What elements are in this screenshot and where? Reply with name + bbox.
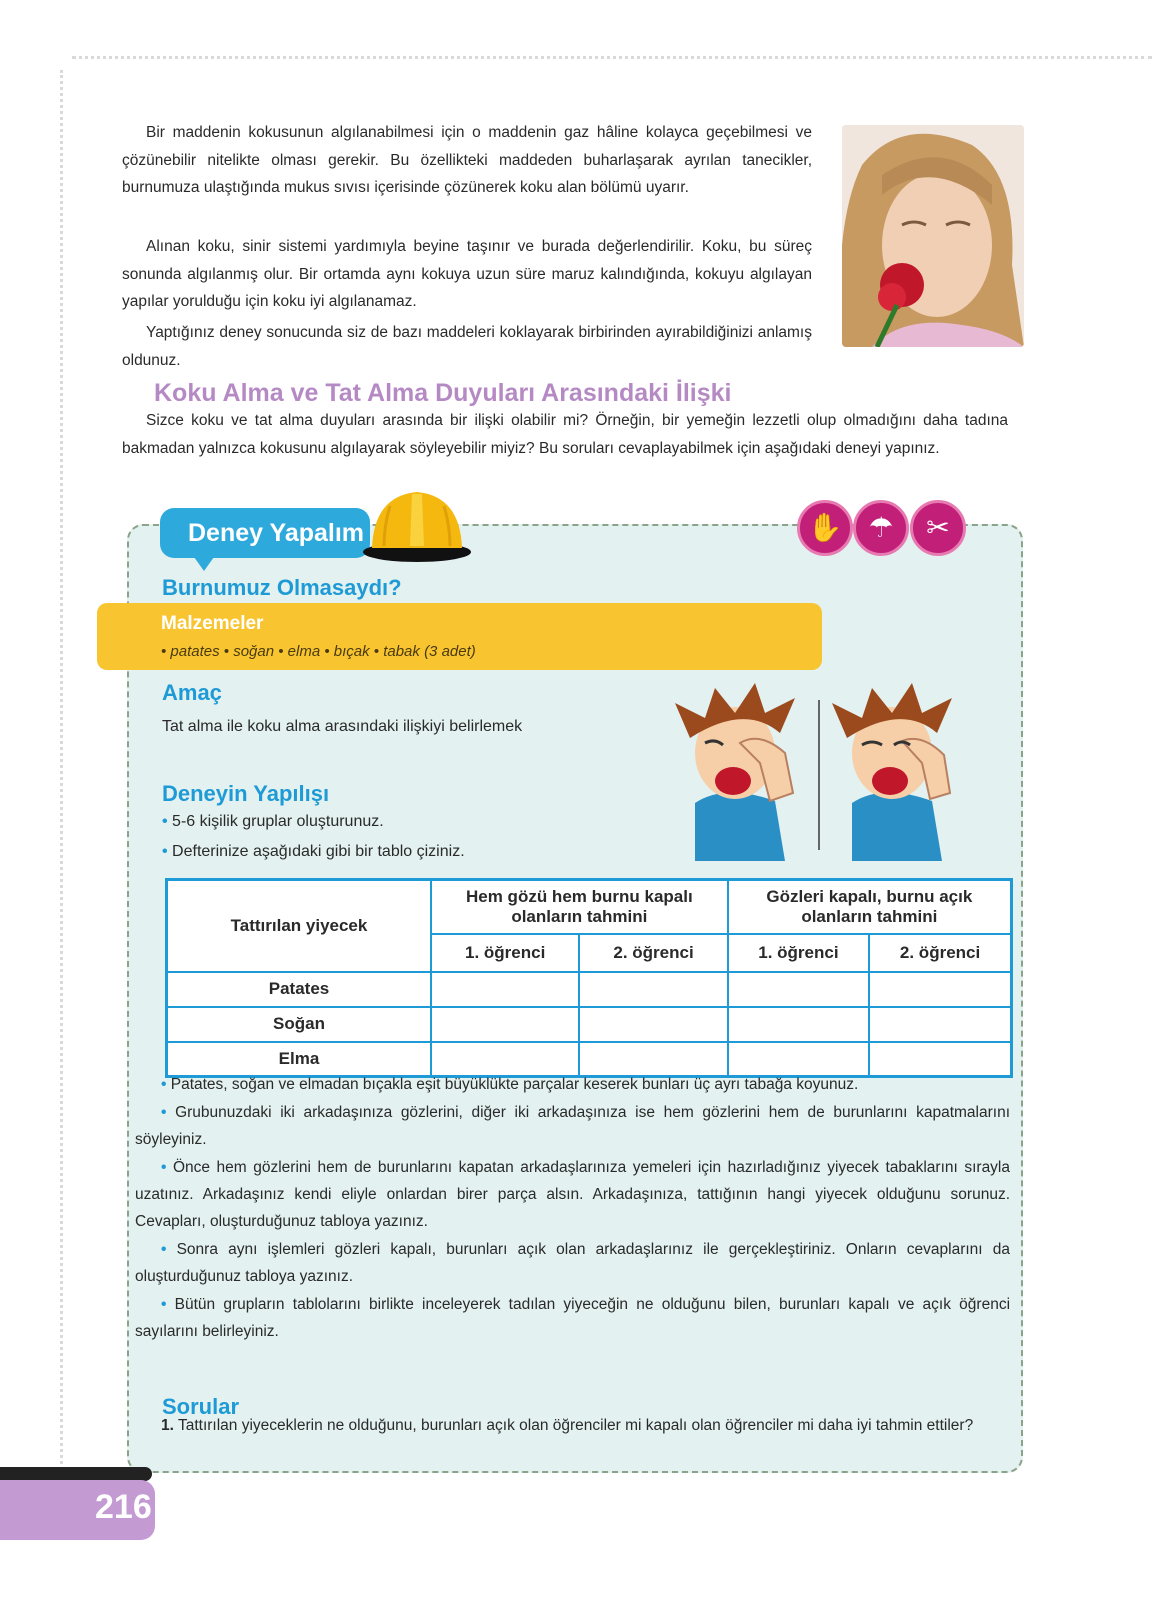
hand-wash-icon: ☂ — [853, 500, 909, 556]
table-header-student-1: 1. öğrenci — [728, 934, 869, 972]
procedure-label: Deneyin Yapılışı — [162, 781, 330, 806]
page-number-bar — [0, 1467, 152, 1481]
hard-hat-icon — [362, 486, 472, 564]
illustration-divider — [818, 700, 820, 850]
scissors-icon: ✂ — [910, 500, 966, 556]
page-border-left — [60, 70, 63, 1500]
table-row — [167, 1007, 1012, 1042]
table-cell[interactable] — [728, 1007, 869, 1042]
aim-text: Tat alma ile koku alma arasındaki ilişkiyi belirlemek — [162, 718, 523, 735]
experiment-title: Burnumuz Olmasaydı? — [162, 575, 402, 600]
table-header-group-2: Gözleri kapalı, burnu açık olanların tahmini — [728, 880, 1012, 934]
question-1: 1. Tattırılan yiyeceklerin ne olduğunu, burunları açık olan öğrenciler mi kapalı olan öğrenciler mi daha iyi tahmin ettiler? — [161, 1417, 974, 1434]
materials-panel — [97, 603, 822, 670]
section-heading: Koku Alma ve Tat Alma Duyuları Arasındaki İlişki — [154, 379, 732, 407]
glove-icon: ✋ — [797, 500, 853, 556]
step-1: • 5-6 kişilik gruplar oluşturunuz. — [162, 813, 384, 830]
table-cell[interactable] — [869, 1007, 1011, 1042]
table-cell[interactable] — [728, 972, 869, 1007]
boy-eyes-closed-illustration — [822, 683, 972, 861]
step-6: • Sonra aynı işlemleri gözleri kapalı, burunları açık olan arkadaşlarınız ile gerçekleştiriniz. Onların cevaplarını da oluşturduğunuz tabloya yazınız. — [135, 1241, 1010, 1285]
step-3: • Patates, soğan ve elmadan bıçakla eşit büyüklükte parçalar keserek bunları üç ayrı tabağa koyunuz. — [161, 1076, 859, 1093]
table-header-student-1: 1. öğrenci — [431, 934, 579, 972]
step-7: • Bütün grupların tablolarını birlikte inceleyerek tadılan yiyeceğin ne olduğunu bilen, burunları kapalı ve açık öğrenci sayılarını belirleyiniz. — [135, 1296, 1011, 1340]
table-row-label: Patates — [167, 972, 432, 1007]
page-border-top — [72, 56, 1152, 59]
table-cell[interactable] — [869, 972, 1011, 1007]
section-intro-text: Sizce koku ve tat alma duyuları arasında bir ilişki olabilir mi? Örneğin, bir yemeğin lezzetli olup olmadığını daha tadına bakmadan yalnızca kokusunu algılayarak söyleyebilir miyiz? Bu soruları cevaplayabilmek için aşağıdaki deneyi yapınız. — [122, 412, 1008, 457]
intro-paragraph-1: Bir maddenin kokusunun algılanabilmesi için o maddenin gaz hâline kolayca geçebilmesi ve çözünebilir nitelikte olması gerekir. Bu özellikteki maddeden buharlaşarak ayrılan tanecikler, burnumuza ulaştığında mukus sıvısı içerisinde çözünerek koku alan bölümü uyarır. — [122, 124, 812, 196]
page-number-tab — [0, 1480, 155, 1540]
table-header-group-1: Hem gözü hem burnu kapalı olanların tahmini — [431, 880, 728, 934]
questions-label: Sorular — [162, 1394, 240, 1419]
step-4: • Grubunuzdaki iki arkadaşınıza gözlerini, diğer iki arkadaşınıza ise hem gözlerini hem de burunlarını kapatmalarını söyleyiniz. — [135, 1104, 1010, 1148]
girl-smelling-flower-photo — [842, 125, 1024, 347]
table-cell[interactable] — [579, 972, 727, 1007]
materials-label: Malzemeler — [161, 613, 264, 634]
table-row-label: Elma — [167, 1042, 432, 1077]
table-header-student-2: 2. öğrenci — [579, 934, 727, 972]
table-cell[interactable] — [431, 1007, 579, 1042]
step-2: • Defterinize aşağıdaki gibi bir tablo çiziniz. — [162, 843, 465, 860]
intro-paragraph-2: Alınan koku, sinir sistemi yardımıyla beyine taşınır ve burada değerlendirilir. Koku, bu süreç sonunda algılanmış olur. Bir ortamda aynı kokuya uzun süre maruz kalındığında, kokuyu algılayan yapılar yorulduğu için koku iyi algılanamaz. — [122, 238, 812, 310]
table-row — [167, 972, 1012, 1007]
aim-label: Amaç — [162, 680, 222, 705]
intro-paragraph-3: Yaptığınız deney sonucunda siz de bazı maddeleri koklayarak birbirinden ayırabildiğinizi anlamış oldunuz. — [122, 324, 812, 369]
page-number: 216 — [95, 1488, 152, 1526]
results-table — [165, 878, 1013, 1078]
table-cell[interactable] — [431, 972, 579, 1007]
experiment-tab: Deney Yapalım — [160, 508, 370, 558]
step-5: • Önce hem gözlerini hem de burunlarını kapatan arkadaşlarınıza yemeleri için hazırladığınız yiyecek tabaklarını sırayla uzatınız. Arkadaşınız kendi eliyle onlardan birer parça alsın. Arkadaşınıza, tattığının hangi yiyecek olduğunu sorunuz. Cevapları, oluşturduğunuz tabloya yazınız. — [135, 1159, 1010, 1230]
boy-eyes-nose-closed-illustration — [665, 683, 815, 861]
table-row-label: Soğan — [167, 1007, 432, 1042]
table-cell[interactable] — [579, 1007, 727, 1042]
table-header-student-2: 2. öğrenci — [869, 934, 1011, 972]
table-header-food: Tattırılan yiyecek — [167, 880, 432, 972]
materials-list: • patates • soğan • elma • bıçak • tabak (3 adet) — [161, 643, 476, 660]
